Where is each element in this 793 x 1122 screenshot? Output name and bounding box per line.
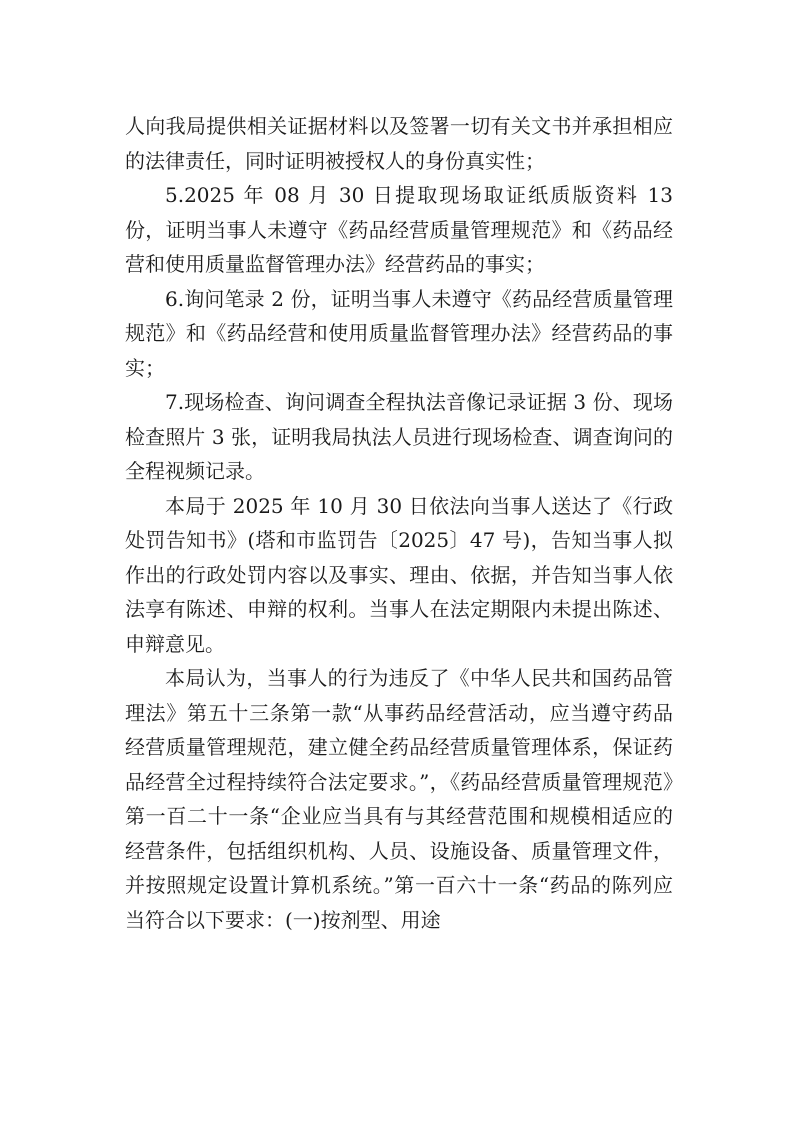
paragraph-finding: 本局认为，当事人的行为违反了《中华人民共和国药品管理法》第五十三条第一款“从事药品经营活动，应当遵守药品经营质量管理规范，建立健全药品经营质量管理体系，保证药品经营全过程持续符合法定要求。”，《药品经营质量管理规范》第一百二十一条“企业应当具有与其经营范围和规模相适应的经营条件，包括组织机构、人员、设施设备、质量管理文件，并按照规定设置计算机系统。”第一百六十一条“药品的陈列应当符合以下要求：(一)按剂型、用途 xyxy=(125,666,673,932)
paragraph-evidence-6: 6.询问笔录 2 份，证明当事人未遵守《药品经营质量管理规范》和《药品经营和使用质量监督管理办法》经营药品的事实； xyxy=(125,286,673,380)
paragraph-continuation: 人向我局提供相关证据材料以及签署一切有关文书并承担相应的法律责任，同时证明被授权人的身份真实性； xyxy=(125,114,673,173)
paragraph-notice: 本局于 2025 年 10 月 30 日依法向当事人送达了《行政处罚告知书》(塔和市监罚告〔2025〕47 号)，告知当事人拟作出的行政处罚内容以及事实、理由、依据，并告知当事人依法享有陈述、申辩的权利。当事人在法定期限内未提出陈述、申辩意见。 xyxy=(125,493,673,656)
paragraph-evidence-7: 7.现场检查、询问调查全程执法音像记录证据 3 份、现场检查照片 3 张，证明我局执法人员进行现场检查、调查询问的全程视频记录。 xyxy=(125,390,673,483)
paragraph-evidence-5: 5.2025 年 08 月 30 日提取现场取证纸质版资料 13 份，证明当事人未遵守《药品经营质量管理规范》和《药品经营和使用质量监督管理办法》经营药品的事实； xyxy=(125,183,673,276)
document-body xyxy=(125,109,673,937)
